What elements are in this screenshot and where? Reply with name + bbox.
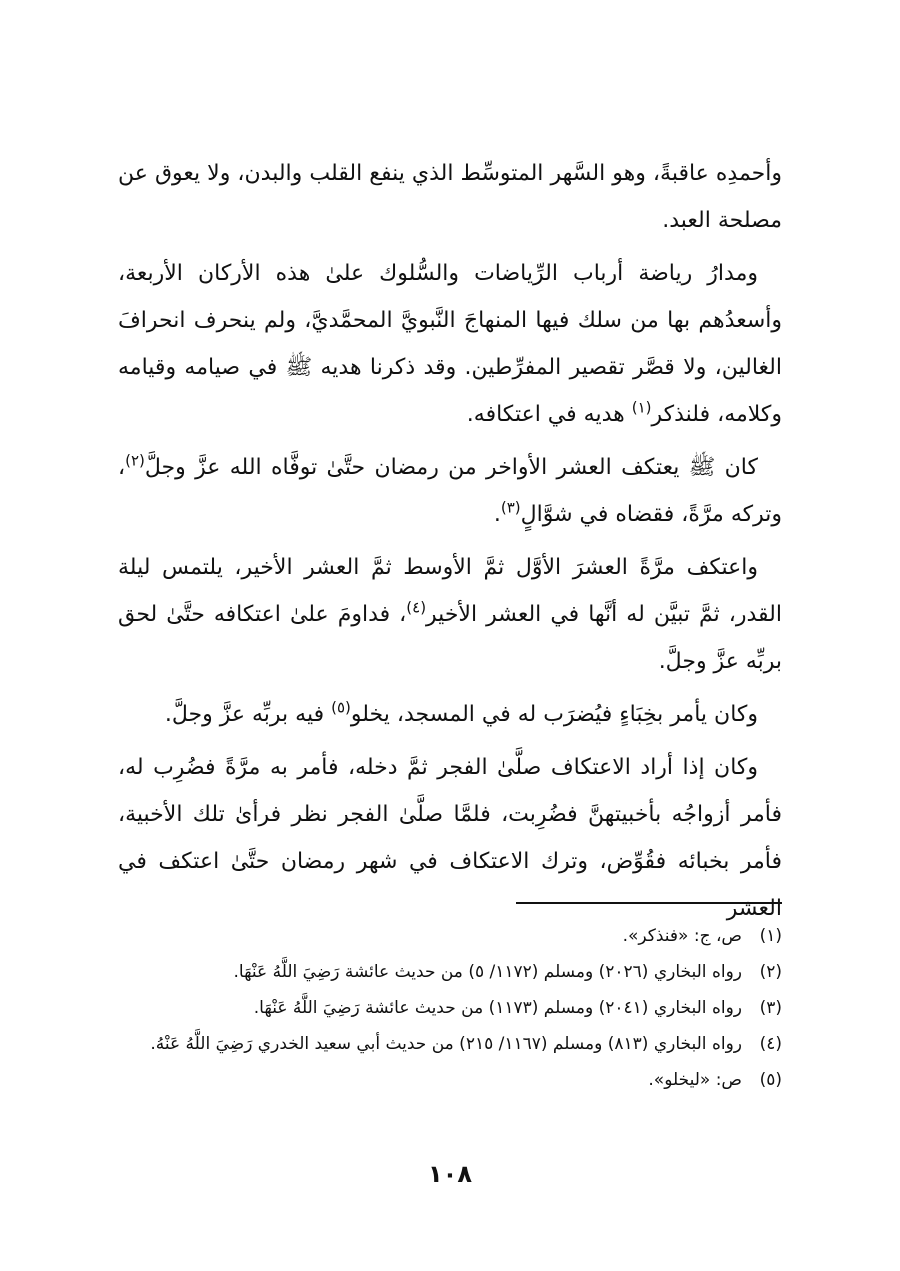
footnotes: [118, 918, 782, 1098]
footnote-reference: (٤): [406, 598, 427, 617]
paragraph-text: هديه في اعتكافه.: [466, 402, 632, 427]
paragraph: [118, 250, 782, 438]
footnote-divider: [516, 902, 782, 904]
footnote-reference: (١): [631, 398, 652, 417]
footnote-number: (٥): [759, 1070, 782, 1090]
paragraph-text: ، وتركه مرَّةً، فقضاه في شوَّالٍ: [118, 455, 782, 527]
paragraph-text: .: [493, 502, 501, 527]
paragraph-text: وأحمدِه عاقبةً، وهو السَّهر المتوسِّط الذي ينفع القلب والبدن، ولا يعوق عن مصلحة العبد.: [118, 161, 782, 233]
paragraph: [118, 444, 782, 538]
footnote-text: ص، ج: «فنذكر».: [622, 926, 742, 946]
page-body: [118, 150, 782, 938]
footnote-text: رواه البخاري (٢٠٤١) ومسلم (١١٧٣) من حديث عائشة رَضِيَ اللَّهُ عَنْهَا.: [253, 998, 742, 1018]
footnote-reference: (٢): [125, 451, 145, 470]
paragraph: [118, 691, 782, 738]
footnote-reference: (٥): [331, 698, 351, 717]
footnote-text: رواه البخاري (٨١٣) ومسلم (١١٦٧/ ٢١٥) من حديث أبي سعيد الخدري رَضِيَ اللَّهُ عَنْهُ.: [150, 1034, 742, 1054]
footnote-item: [118, 954, 782, 990]
page-number: ١٠٨: [428, 1160, 472, 1188]
body-text: [118, 150, 782, 932]
paragraph-text: كان ﷺ يعتكف العشر الأواخر من رمضان حتَّىٰ توفَّاه الله عزَّ وجلَّ: [144, 455, 758, 480]
footnote-number: (٤): [759, 1034, 782, 1054]
paragraph-text: ومدارُ رياضة أرباب الرِّياضات والسُّلوك علىٰ هذه الأركان الأربعة، وأسعدُهم بها من سلك فيها المنهاجَ النَّبويَّ المحمَّديَّ، ولم ينحرف انحرافَ الغالين، ولا قصَّر تقصير المفرِّطين. وقد ذكرنا هديه ﷺ في صيامه وقيامه وكلامه، فلنذكر: [118, 261, 782, 427]
paragraph-text: ، فداومَ علىٰ اعتكافه حتَّىٰ لحق بربِّه عزَّ وجلَّ.: [118, 602, 782, 674]
paragraph: [118, 544, 782, 685]
paragraph-text: فيه بربِّه عزَّ وجلَّ.: [164, 702, 332, 727]
footnote-item: [118, 1026, 782, 1062]
footnote-number: (١): [759, 926, 782, 946]
paragraph-text: وكان يأمر بخِبَاءٍ فيُضرَب له في المسجد، يخلو: [350, 702, 758, 727]
footnote-number: (٢): [759, 962, 782, 982]
footnote-item: [118, 918, 782, 954]
footnote-text: ص: «ليخلو».: [648, 1070, 742, 1090]
footnote-item: [118, 990, 782, 1026]
footnote-item: [118, 1062, 782, 1098]
paragraph: [118, 150, 782, 244]
footnote-number: (٣): [759, 998, 782, 1018]
footnote-reference: (٣): [500, 498, 521, 517]
paragraph-text: وكان إذا أراد الاعتكاف صلَّىٰ الفجر ثمَّ دخله، فأمر به مرَّةً فضُرِب له، فأمر أزواجُه بأخبيتهنَّ فضُرِبت، فلمَّا صلَّىٰ الفجر نظر فرأىٰ تلك الأخبية، فأمر بخبائه فقُوِّض، وترك الاعتكاف في شهر رمضان حتَّىٰ اعتكف في العشر: [118, 755, 782, 921]
footnote-text: رواه البخاري (٢٠٢٦) ومسلم (١١٧٢/ ٥) من حديث عائشة رَضِيَ اللَّهُ عَنْهَا.: [233, 962, 742, 982]
paragraph-text: واعتكف مرَّةً العشرَ الأوَّل ثمَّ الأوسط ثمَّ العشر الأخير، يلتمس ليلة القدر، ثمَّ تبيَّن له أنَّها في العشر الأخير: [118, 555, 782, 627]
